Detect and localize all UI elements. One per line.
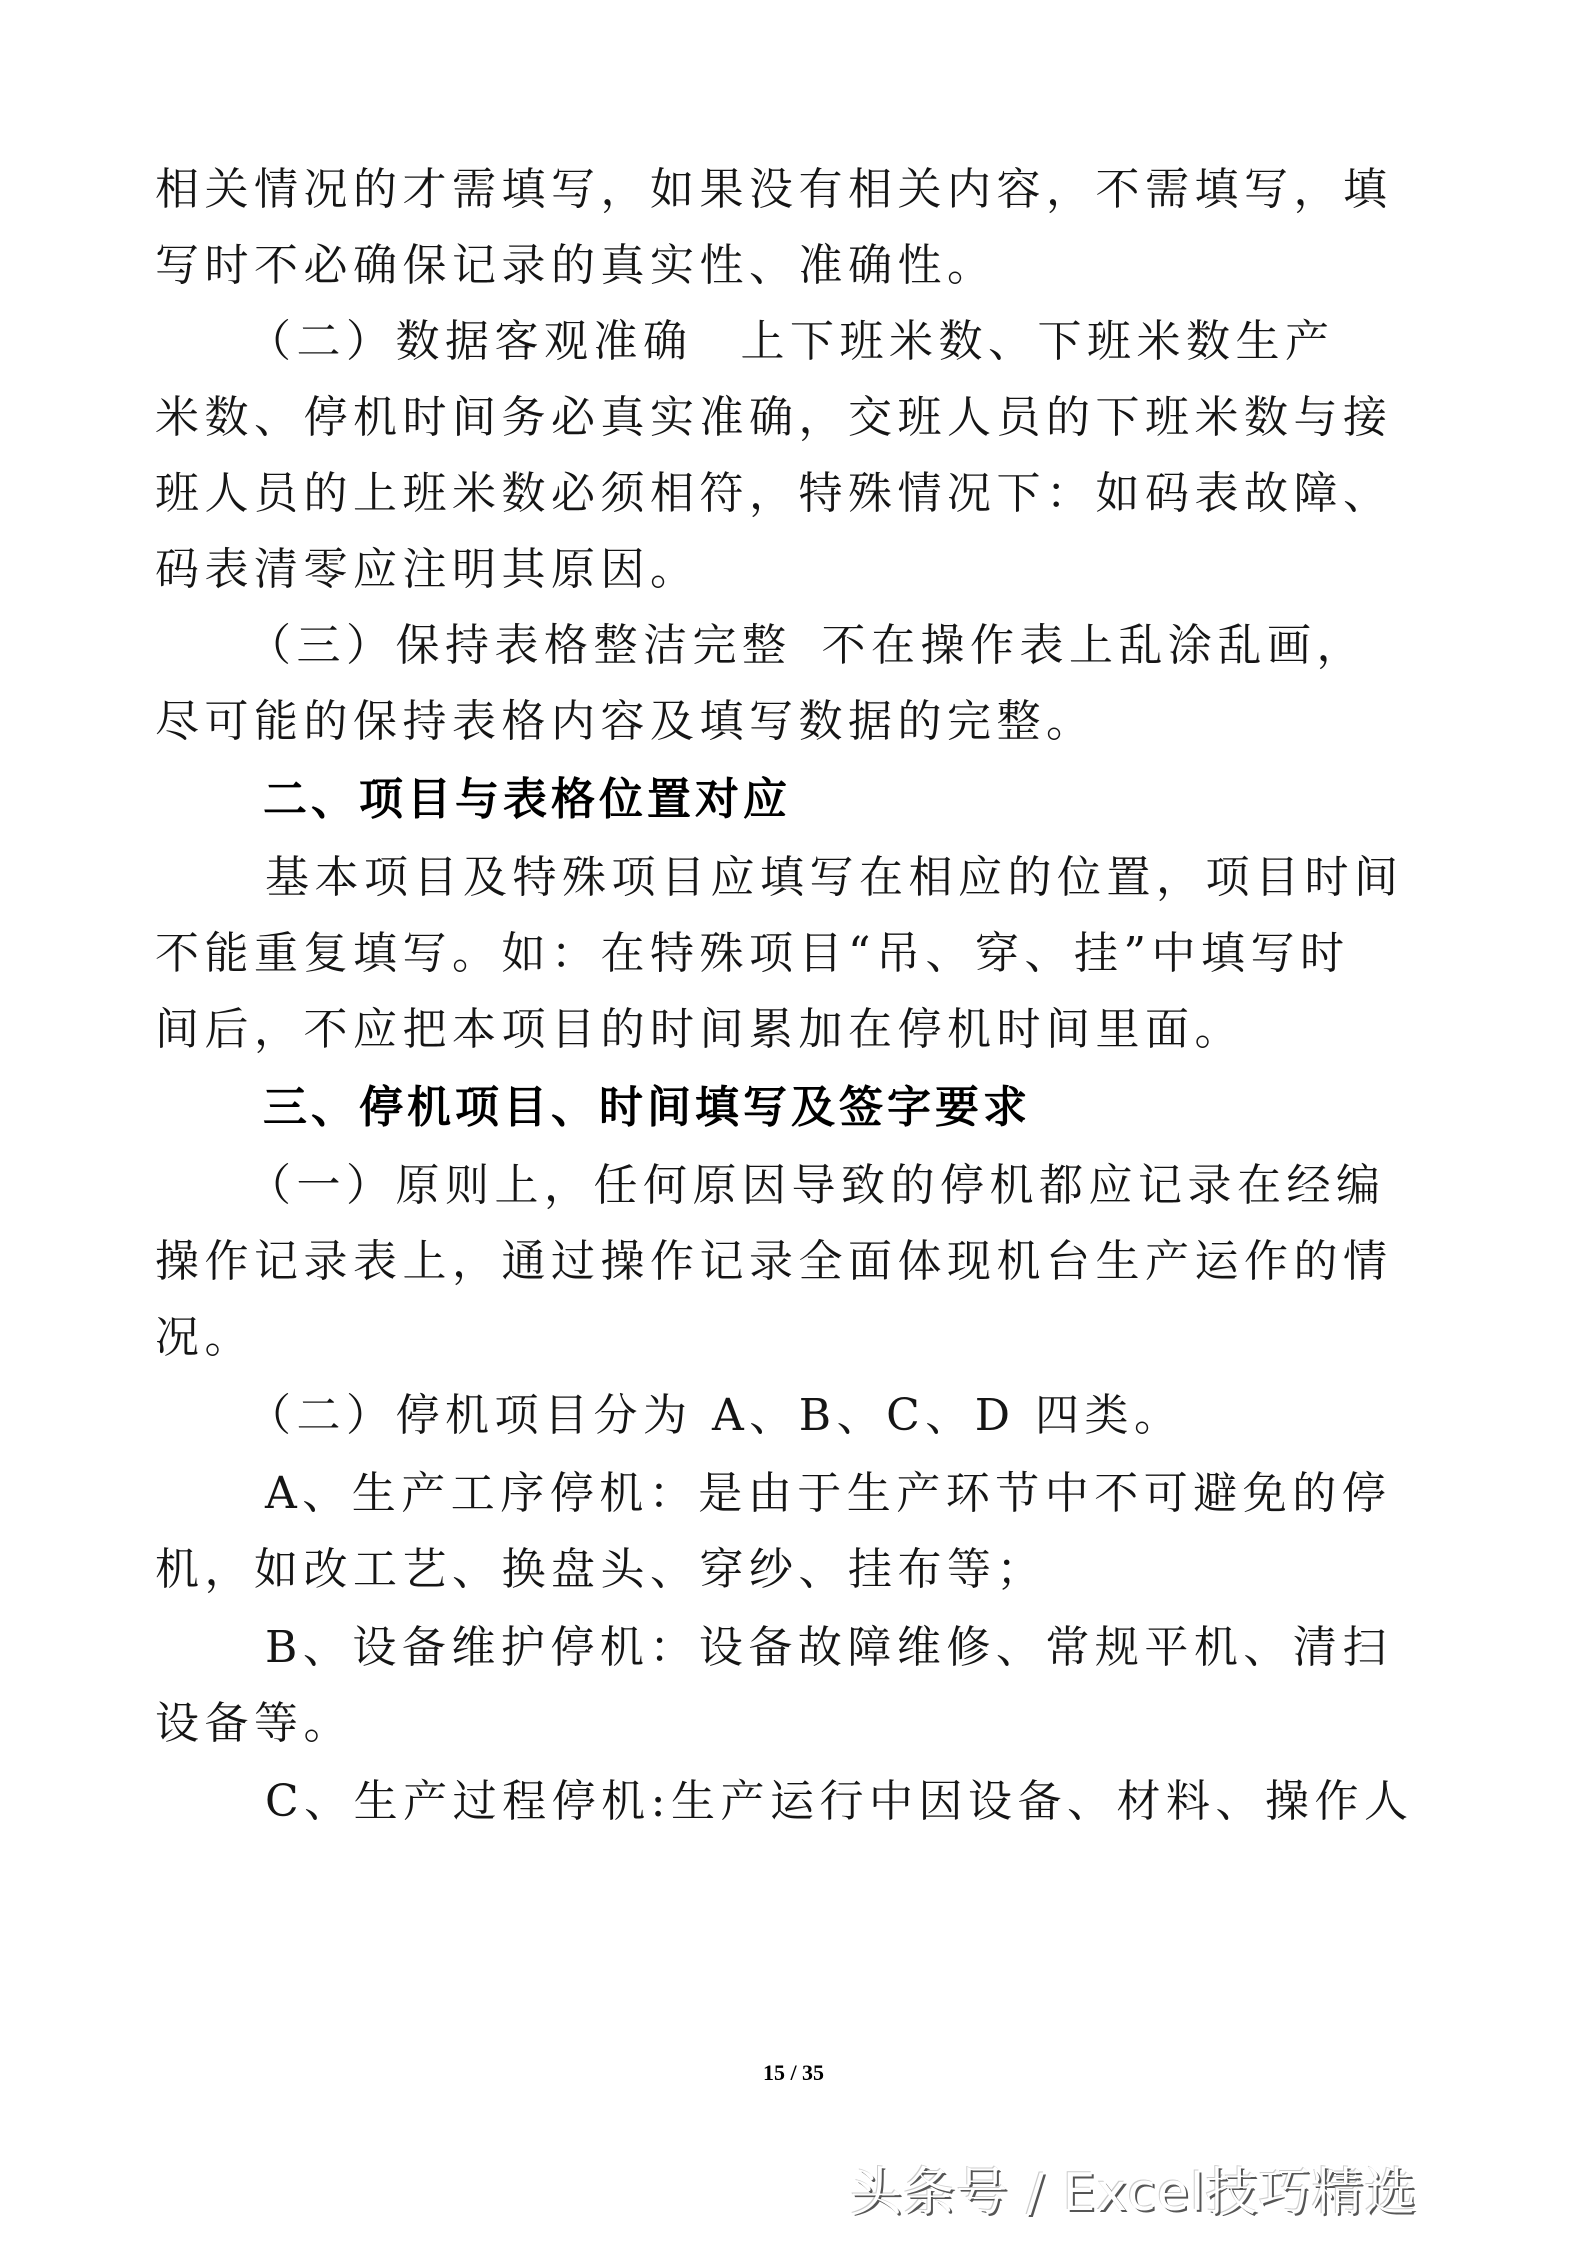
paragraph-text: 上下班米数、下班米数生产 bbox=[740, 316, 1335, 367]
paragraph-line: 相关情况的才需填写，如果没有相关内容，不需填写，填 bbox=[155, 164, 1393, 215]
paragraph-line: 设备等。 bbox=[155, 1698, 353, 1749]
subheading-keep-tidy: （三）保持表格整洁完整 bbox=[247, 620, 792, 671]
paragraph-line: 间后，不应把本项目的时间累加在停机时间里面。 bbox=[155, 1004, 1244, 1055]
paragraph-line: 基本项目及特殊项目应填写在相应的位置，项目时间 bbox=[265, 852, 1404, 903]
subheading-data-accuracy: （二）数据客观准确 bbox=[247, 316, 693, 367]
paragraph-line: B、设备维护停机：设备故障维修、常规平机、清扫 bbox=[265, 1622, 1392, 1673]
paragraph-line: C、生产过程停机:生产运行中因设备、材料、操作人 bbox=[265, 1776, 1414, 1827]
paragraph-line: 码表清零应注明其原因。 bbox=[155, 544, 700, 595]
section-heading-2: 二、项目与表格位置对应 bbox=[263, 774, 791, 825]
paragraph-line bbox=[247, 312, 1335, 372]
paragraph-line: 操作记录表上，通过操作记录全面体现机台生产运作的情 bbox=[155, 1236, 1393, 1287]
paragraph-line: 不能重复填写。如：在特殊项目“吊、穿、挂”中填写时 bbox=[155, 928, 1350, 979]
paragraph-line bbox=[247, 616, 1366, 676]
section-heading-3: 三、停机项目、时间填写及签字要求 bbox=[263, 1082, 1031, 1133]
page-number: 15 / 35 bbox=[762, 2060, 825, 2085]
paragraph-line: 写时不必确保记录的真实性、准确性。 bbox=[155, 240, 997, 291]
paragraph-text: 不在操作表上乱涂乱画， bbox=[821, 620, 1366, 671]
paragraph-line: 米数、停机时间务必真实准确，交班人员的下班米数与接 bbox=[155, 392, 1393, 443]
paragraph-line: 机，如改工艺、换盘头、穿纱、挂布等； bbox=[155, 1544, 1046, 1595]
paragraph-line: （一）原则上，任何原因导致的停机都应记录在经编 bbox=[247, 1160, 1386, 1211]
paragraph-line: 况。 bbox=[155, 1312, 254, 1363]
paragraph-line: A、生产工序停机：是由于生产环节中不可避免的停 bbox=[265, 1468, 1392, 1519]
paragraph-line: 尽可能的保持表格内容及填写数据的完整。 bbox=[155, 696, 1096, 747]
watermark: 头条号 / Excel技巧精选 bbox=[850, 2163, 1418, 2223]
paragraph-line: （二）停机项目分为 A、B、C、D 四类。 bbox=[247, 1390, 1184, 1441]
paragraph-line: 班人员的上班米数必须相符，特殊情况下：如码表故障、 bbox=[155, 468, 1393, 519]
